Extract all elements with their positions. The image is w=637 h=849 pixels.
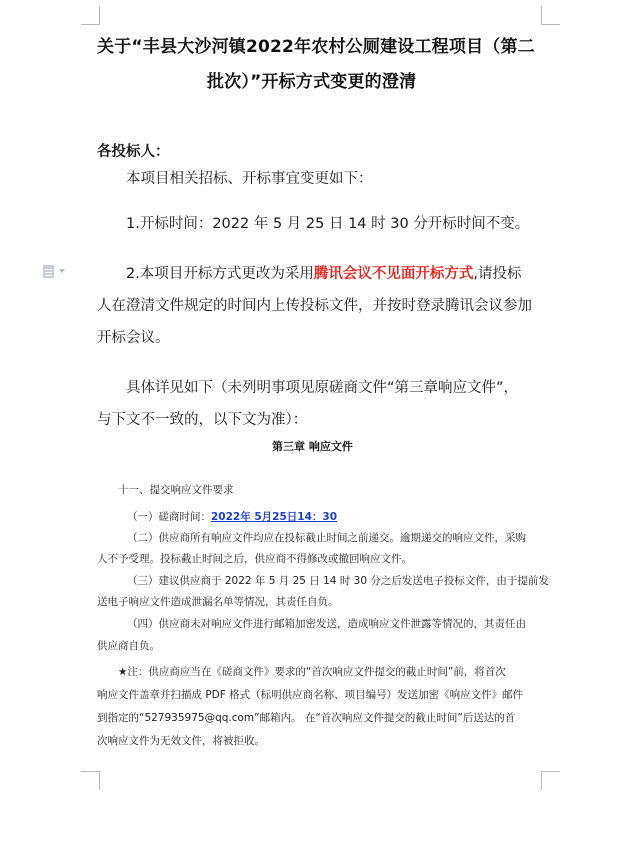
crop-mark-top-right [541,6,560,25]
details-line-1: 具体详见如下（未列明事项见原磋商文件“第三章响应文件”， [126,380,519,396]
excerpt-item-1-label: （一）磋商时间： [127,511,211,523]
item-2-line-1 [126,262,521,283]
salutation: 各投标人： [97,144,170,160]
crop-mark-top-left [81,6,100,25]
item-2-prefix: 2.本项目开标方式更改为采用 [126,266,314,282]
item-2-line-2: 人在澄清文件规定的时间内上传投标文件，并按时登录腾讯会议参加 [97,298,532,314]
details-line-2: 与下文不一致的，以下文为准）： [97,412,308,428]
excerpt-item-4-line-2: 供应商自负。 [97,640,160,652]
intro-text: 本项目相关招标、开标事宜变更如下： [126,171,373,187]
note-line-3: 到指定的“527935975@qq.com”邮箱内。 在“首次响应文件提交的截止时间”后送达的首 [97,712,516,724]
dropdown-caret-icon[interactable] [59,269,65,273]
title-line-1: 关于“丰县大沙河镇2022年农村公厕建设工程项目（第二 [97,37,535,57]
excerpt-item-1-date: 2022年 5月25日14：30 [211,511,338,523]
section-heading: 十一、提交响应文件要求 [118,484,234,496]
chapter-title: 第三章 响应文件 [272,440,353,453]
crop-mark-bottom-left [81,771,100,790]
excerpt-item-3-line-1: （三）建议供应商于 2022 年 5 月 25 日 14 时 30 分之后发送电子投标文件，由于提前发 [127,575,549,587]
note-line-4: 次响应文件为无效文件，将被拒收。 [97,735,265,747]
item-2-highlight: 腾讯会议不见面开标方式 [313,266,474,282]
excerpt-item-2-line-2: 人不予受理。投标截止时间之后，供应商不得修改或撤回响应文件。 [97,553,412,565]
item-1-text: 1.开标时间：2022 年 5 月 25 日 14 时 30 分开标时间不变。 [126,216,530,232]
title-line-2: 批次）”开标方式变更的澄清 [207,72,417,92]
document-icon[interactable] [43,265,54,278]
crop-mark-bottom-right [541,771,560,790]
note-line-2: 响应文件盖章并扫描成 PDF 格式（标明供应商名称、项目编号）发送加密《响应文件》邮件 [97,689,524,701]
item-2-line-3: 开标会议。 [97,330,170,346]
item-2-suffix: ,请投标 [473,266,522,282]
excerpt-item-3-line-2: 送电子响应文件造成泄漏名单等情况，其责任自负。 [97,596,339,608]
excerpt-item-4-line-1: （四）供应商未对响应文件进行邮箱加密发送，造成响应文件泄露等情况的，其责任由 [127,618,526,630]
excerpt-item-2-line-1: （二）供应商所有响应文件均应在投标截止时间之前递交。逾期递交的响应文件，采购 [127,532,526,544]
note-line-1: ★注：供应商应当在《磋商文件》要求的“首次响应文件提交的截止时间”前，将首次 [118,666,506,678]
excerpt-item-1 [127,509,337,524]
